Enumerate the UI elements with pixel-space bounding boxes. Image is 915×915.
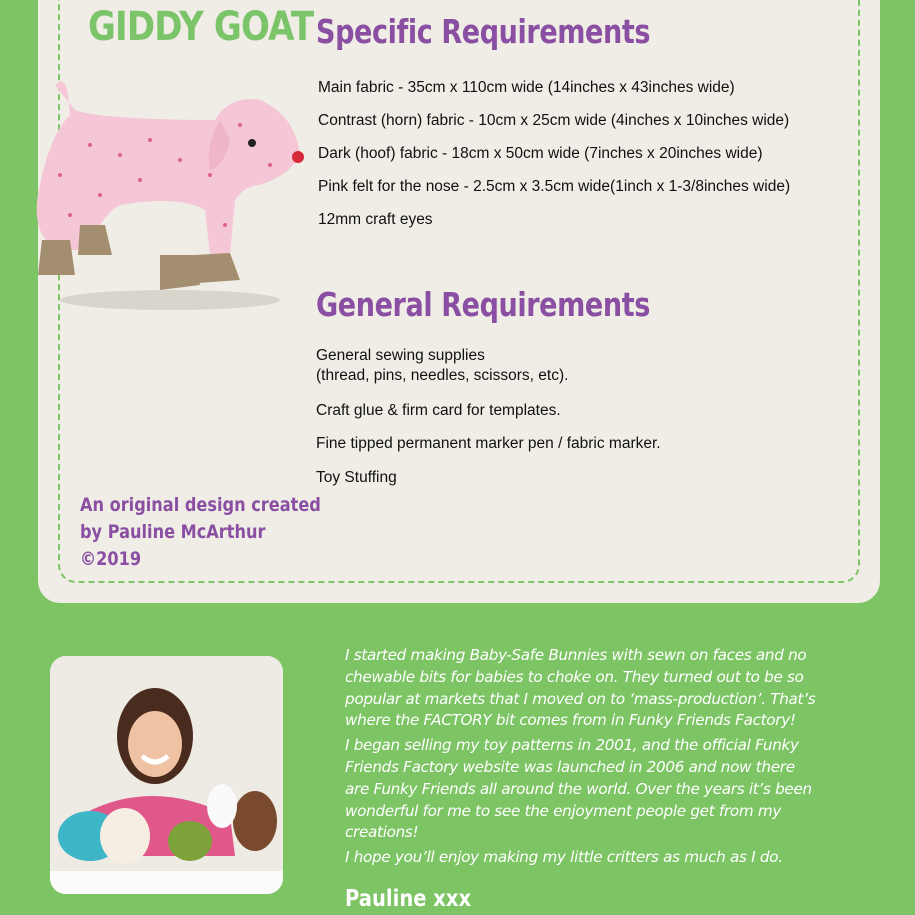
author-photo: [50, 656, 283, 894]
goat-toy-image: [30, 75, 310, 320]
specific-item: 12mm craft eyes: [318, 211, 433, 228]
bio-paragraph: [345, 645, 885, 732]
general-item: Fine tipped permanent marker pen / fabric marker.: [316, 435, 661, 452]
bio-paragraph: [345, 735, 885, 844]
bio-line: Friends Factory website was launched in 2006 and now there: [345, 757, 795, 776]
specific-item: Pink felt for the nose - 2.5cm x 3.5cm wide(1inch x 1-3/8inches wide): [318, 178, 791, 195]
author-bio: [345, 645, 885, 872]
general-item: Toy Stuffing: [316, 469, 397, 486]
bio-line: creations!: [345, 823, 419, 842]
bio-paragraph: [345, 847, 885, 869]
specific-item: Contrast (horn) fabric - 10cm x 25cm wide (4inches x 10inches wide): [318, 112, 790, 129]
bio-line: I began selling my toy patterns in 2001, and the official Funky: [345, 736, 799, 755]
credit-line: ©2019: [80, 548, 142, 570]
bio-line: I started making Baby-Safe Bunnies with sewn on faces and no: [345, 646, 807, 664]
bio-line: chewable bits for babies to choke on. They turned out to be so: [345, 667, 804, 686]
bio-line: where the FACTORY bit comes from in Funky Friends Factory!: [345, 711, 796, 730]
general-item: Craft glue & firm card for templates.: [316, 402, 561, 419]
credit-line: An original design created: [80, 494, 321, 516]
pattern-title: GIDDY GOAT: [88, 4, 314, 50]
bio-line: wonderful for me to see the enjoyment people get from my: [345, 801, 782, 820]
credit-line: by Pauline McArthur: [80, 521, 266, 543]
specific-item: Main fabric - 35cm x 110cm wide (14inches x 43inches wide): [318, 79, 735, 96]
bio-line: popular at markets that I moved on to ‘mass-production’. That’s: [345, 689, 816, 708]
bio-line: I hope you’ll enjoy making my little critters as much as I do.: [345, 848, 783, 867]
design-credit: [80, 492, 321, 573]
general-item: General sewing supplies: [316, 347, 485, 364]
specific-item: Dark (hoof) fabric - 18cm x 50cm wide (7inches x 20inches wide): [318, 145, 763, 162]
specific-requirements-heading: Specific Requirements: [316, 12, 651, 51]
general-requirements-heading: General Requirements: [316, 285, 650, 324]
bio-line: are Funky Friends all around the world. Over the years it’s been: [345, 779, 812, 798]
general-item: (thread, pins, needles, scissors, etc).: [316, 367, 569, 384]
signature: Pauline xxx: [345, 886, 472, 912]
